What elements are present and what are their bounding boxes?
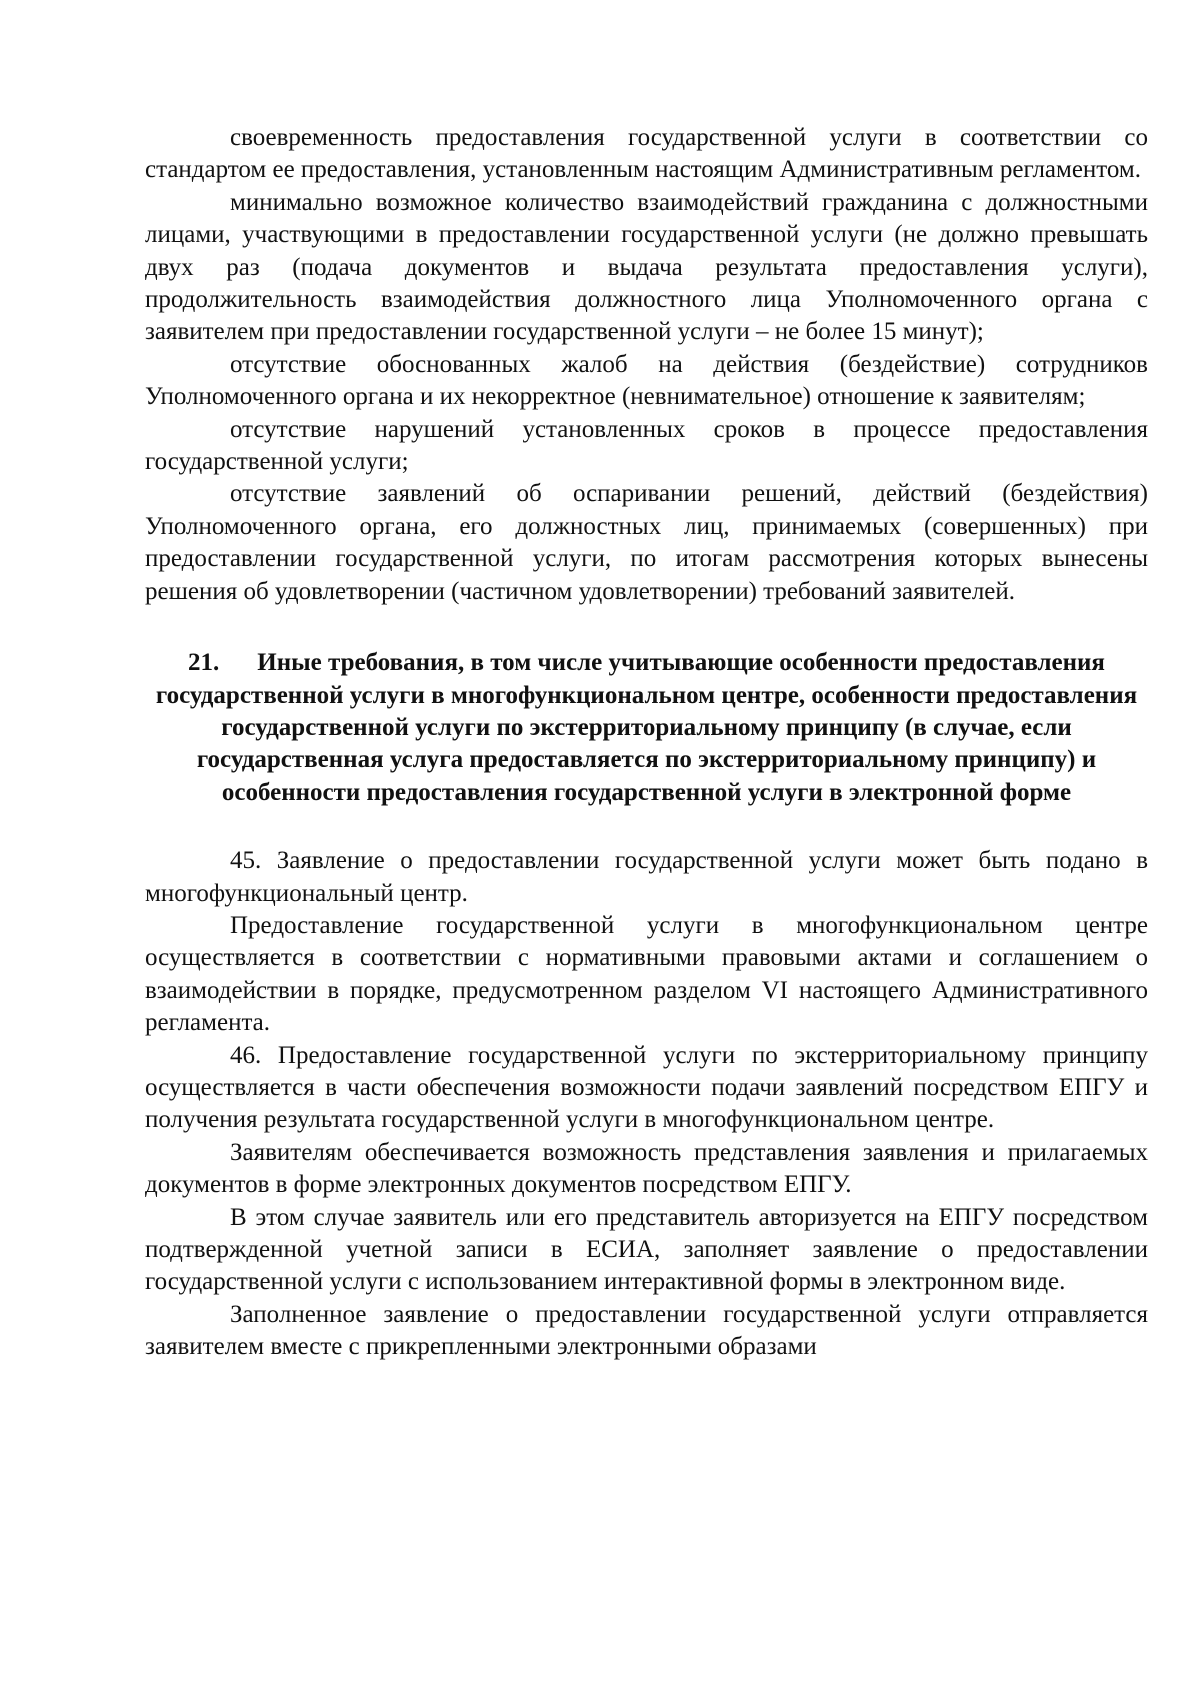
paragraph-no-complaints: отсутствие обоснованных жалоб на действия (бездействие) сотрудников Уполномоченного органа и их некорректное (невнимательное) отношение к заявителям; [145, 350, 1148, 411]
paragraph-timeliness: своевременность предоставления государственной услуги в соответствии со стандартом ее предоставления, установленным настоящим Административным регламентом. [145, 124, 1148, 184]
paragraph-46: 46. Предоставление государственной услуги по экстерриториальному принципу осуществляется в части обеспечения возможности подачи заявлений посредством ЕПГУ и получения результата государственной услуги в многофункциональном центре. [145, 1041, 1148, 1134]
paragraph-min-interactions: минимально возможное количество взаимодействий гражданина с должностными лицами, участвующими в предоставлении государственной услуги (не должно превышать двух раз (подача документов и выдача результата предоставления услуги), продолжительность взаимодействия должностного лица Уполномоченного органа с заявителем при предоставлении государственной услуги – не более 15 минут); [145, 188, 1148, 346]
paragraph-45: 45. Заявление о предоставлении государственной услуги может быть подано в многофункциональный центр. [145, 847, 1148, 907]
paragraph-electronic-docs: Заявителям обеспечивается возможность представления заявления и прилагаемых документов в форме электронных документов посредством ЕПГУ. [145, 1138, 1148, 1199]
paragraph-no-deadline-violations: отсутствие нарушений установленных сроков в процессе предоставления государственной услуги; [145, 415, 1148, 476]
paragraph-esia-auth: В этом случае заявитель или его представитель авторизуется на ЕПГУ посредством подтвержденной учетной записи в ЕСИА, заполняет заявление о предоставлении государственной услуги с использованием интерактивной формы в электронном виде. [145, 1203, 1148, 1296]
paragraph-no-disputes: отсутствие заявлений об оспаривании решений, действий (бездействия) Уполномоченного органа, его должностных лиц, принимаемых (совершенных) при предоставлении государственной услуги, по итогам рассмотрения которых вынесены решения об удовлетворении (частичном удовлетворении) требований заявителей. [145, 480, 1148, 605]
section-number: 21. [188, 649, 220, 677]
paragraph-mfc-provision: Предоставление государственной услуги в многофункциональном центре осуществляется в соответствии с нормативными правовыми актами и соглашением о взаимодействии в порядке, предусмотренном разделом VI настоящего Административного регламента. [145, 911, 1148, 1037]
section-heading [145, 647, 1148, 809]
section-title: Иные требования, в том числе учитывающие особенности предоставления государственной услуги в многофункциональном центре, особенности предоставления государственной услуги по экстерриториальному принципу (в случае, если государственная услуга предоставляется по экстерриториальному принципу) и особенности предоставления государственной услуги в электронной форме [155, 649, 1138, 806]
paragraph-submission: Заполненное заявление о предоставлении государственной услуги отправляется заявителем вместе с прикрепленными электронными образами [145, 1300, 1148, 1361]
document-page [145, 122, 1148, 1364]
